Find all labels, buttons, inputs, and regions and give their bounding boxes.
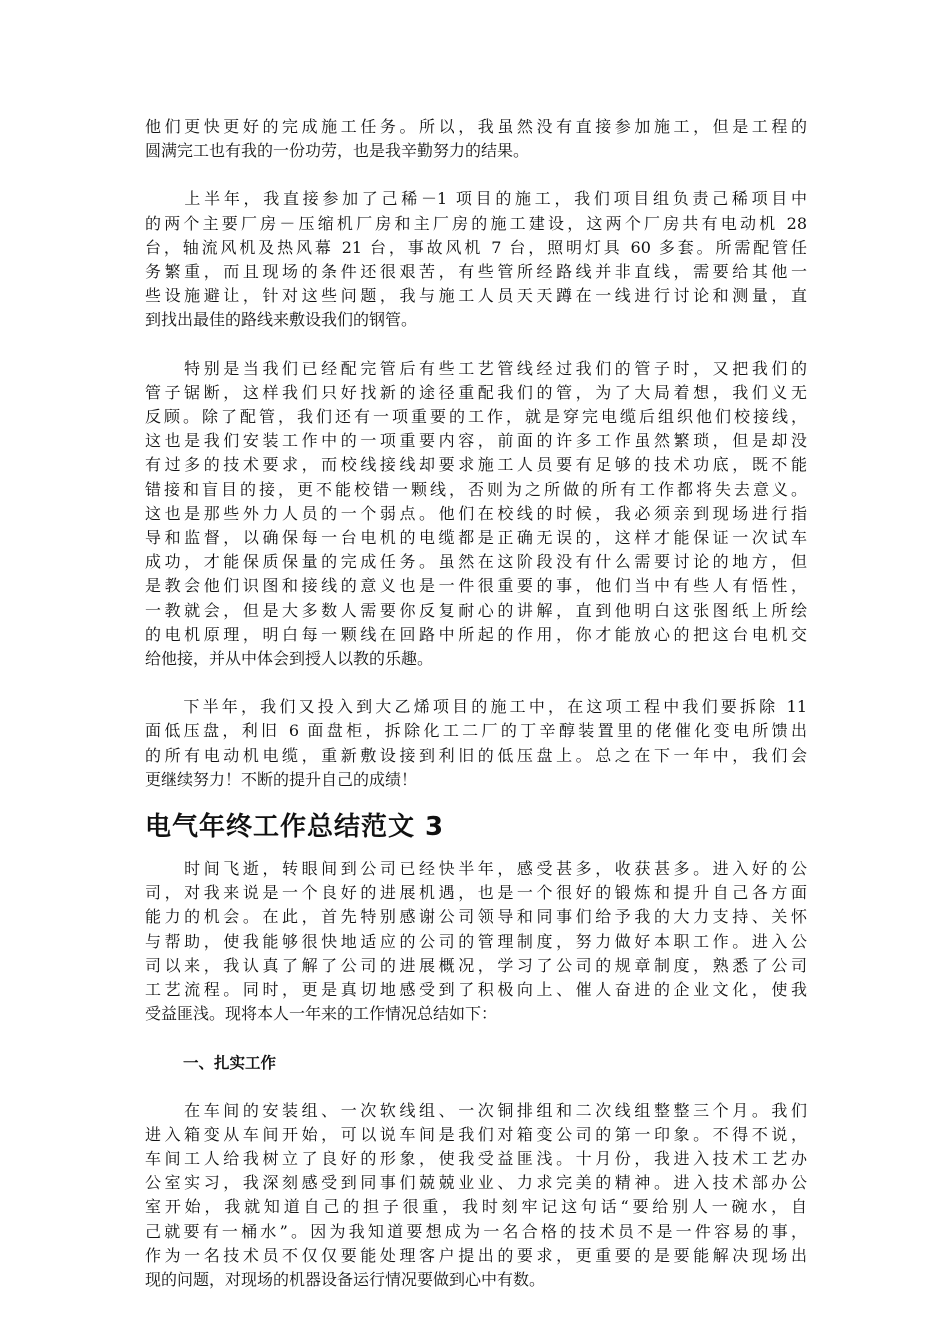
text-line: 受益匪浅。现将本人一年来的工作情况总结如下：: [145, 1004, 498, 1024]
text-line: 己就要有一桶水”。因为我知道要想成为一名合格的技术员不是一件容易的事，: [145, 1221, 807, 1241]
text-line: 现的问题，对现场的机器设备运行情况要做到心中有数。: [145, 1269, 546, 1289]
text-line: 司，对我来说是一个良好的进展机遇，也是一个很好的锻炼和提升自己各方面: [145, 883, 807, 903]
text-line: 务繁重，而且现场的条件还很艰苦，有些管所经路线并非直线，需要给其他一: [145, 262, 807, 282]
paragraph-5: [145, 857, 807, 1026]
text-line: 到找出最佳的路线来敷设我们的钢管。: [145, 310, 418, 330]
text-line: 工艺流程。同时，更是真切地感受到了积极向上、催人奋进的企业文化，使我: [145, 980, 807, 1000]
paragraph-3: [145, 357, 807, 672]
subsection-heading: 一、扎实工作: [183, 1053, 277, 1072]
text-line: 上半年，我直接参加了己稀－1 项目的施工，我们项目组负责己稀项目中: [145, 189, 807, 209]
text-line: 他们更快更好的完成施工任务。所以，我虽然没有直接参加施工，但是工程的: [145, 117, 807, 136]
text-line: 司以来，我认真了解了公司的进展概况，学习了公司的规章制度，熟悉了公司: [145, 955, 807, 975]
text-line: 的电机原理，明白每一颗线在回路中所起的作用，你才能放心的把这台电机交: [145, 624, 807, 644]
paragraph-4: [145, 695, 807, 792]
text-line: 成功，才能保质保量的完成任务。虽然在这阶段没有什么需要讨论的地方，但: [145, 552, 807, 572]
document-body: [145, 115, 807, 1292]
text-line: 的所有电动机电缆，重新敷设接到利旧的低压盘上。总之在下一年中，我们会: [145, 745, 807, 765]
text-line: 有过多的技术要求，而校线接线却要求施工人员要有足够的技术功底，既不能: [145, 455, 807, 475]
text-line: 是教会他们识图和接线的意义也是一件很重要的事，他们当中有些人有悟性，: [145, 576, 807, 596]
text-line: 面低压盘，利旧 6 面盘柜，拆除化工二厂的丁辛醇装置里的佬催化变电所馈出: [145, 721, 807, 741]
paragraph-6: [145, 1099, 807, 1293]
text-line: 与帮助，使我能够很快地适应的公司的管理制度，努力做好本职工作。进入公: [145, 931, 807, 951]
text-line: 作为一名技术员不仅仅要能处理客户提出的要求，更重要的是要能解决现场出: [145, 1245, 807, 1265]
text-line: 能力的机会。在此，首先特别感谢公司领导和同事们给予我的大力支持、关怀: [145, 907, 807, 927]
text-line: 公室实习，我深刻感受到同事们兢兢业业、力求完美的精神。进入技术部办公: [145, 1173, 807, 1193]
text-line: 反顾。除了配管，我们还有一项重要的工作，就是穿完电缆后组织他们校接线，: [145, 407, 807, 427]
text-line: 圆满完工也有我的一份功劳，也是我辛勤努力的结果。: [145, 141, 530, 161]
text-line: 导和监督，以确保每一台电机的电缆都是正确无误的，这样才能保证一次试车: [145, 528, 807, 548]
text-line: 时间飞逝，转眼间到公司已经快半年，感受甚多，收获甚多。进入好的公: [145, 859, 807, 879]
text-line: 室开始，我就知道自己的担子很重，我时刻牢记这句话“要给别人一碗水，自: [145, 1197, 807, 1217]
text-line: 特别是当我们已经配完管后有些工艺管线经过我们的管子时，又把我们的: [145, 358, 807, 378]
text-line: 进入箱变从车间开始，可以说车间是我们对箱变公司的第一印象。不得不说，: [145, 1124, 807, 1144]
paragraph-2: [145, 187, 807, 332]
text-line: 更继续努力！不断的提升自己的成绩！: [145, 769, 418, 789]
text-line: 给他接，并从中体会到授人以教的乐趣。: [145, 649, 434, 669]
paragraph-1: [145, 115, 807, 163]
text-line: 这也是那些外力人员的一个弱点。他们在校线的时候，我必须亲到现场进行指: [145, 503, 807, 523]
text-line: 台，轴流风机及热风幕 21 台，事故风机 7 台，照明灯具 60 多套。所需配管任: [145, 237, 807, 257]
section-heading: 电气年终工作总结范文 3: [145, 812, 445, 843]
text-line: 这也是我们安装工作中的一项重要内容，前面的许多工作虽然繁琐，但是却没: [145, 431, 807, 451]
text-line: 下半年，我们又投入到大乙烯项目的施工中，在这项工程中我们要拆除 11: [145, 697, 807, 717]
text-line: 一教就会，但是大多数人需要你反复耐心的讲解，直到他明白这张图纸上所绘: [145, 600, 807, 620]
text-line: 些设施避让，针对这些问题，我与施工人员天天蹲在一线进行讨论和测量，直: [145, 286, 807, 306]
text-line: 错接和盲目的接，更不能校错一颗线，否则为之所做的所有工作都将失去意义。: [145, 479, 807, 499]
text-line: 的两个主要厂房－压缩机厂房和主厂房的施工建设，这两个厂房共有电动机 28: [145, 213, 807, 233]
text-line: 管子锯断，这样我们只好找新的途径重配我们的管，为了大局着想，我们义无: [145, 382, 807, 402]
text-line: 在车间的安装组、一次软线组、一次铜排组和二次线组整整三个月。我们: [145, 1100, 807, 1120]
text-line: 车间工人给我树立了良好的形象，使我受益匪浅。十月份，我进入技术工艺办: [145, 1148, 807, 1168]
